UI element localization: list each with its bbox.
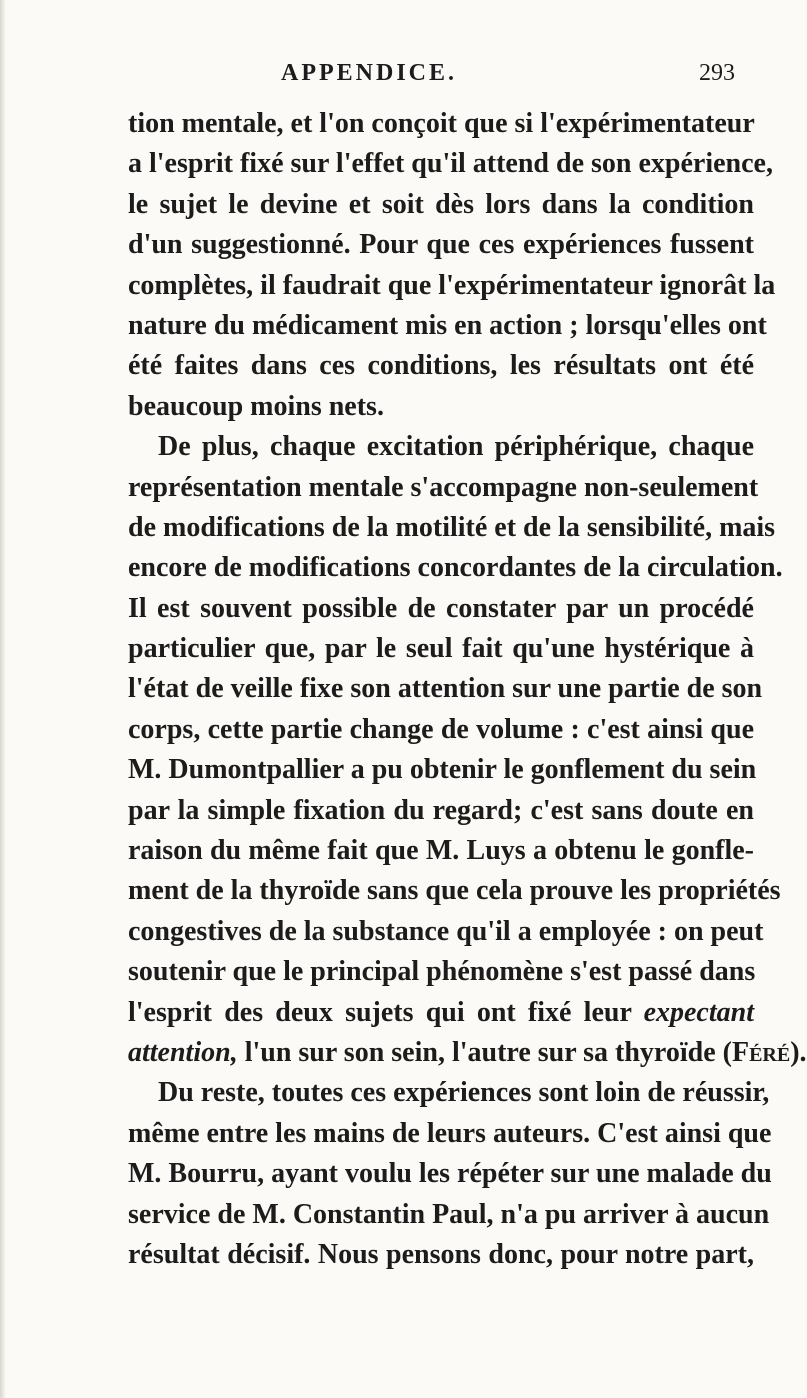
text-line: le sujet le devine et soit dès lors dans la condition (128, 188, 754, 220)
text-line: résultat décisif. Nous pensons donc, pour notre part, (128, 1238, 754, 1270)
page-number: 293 (699, 60, 735, 86)
text-line: de modifications de la motilité et de la sensibilité, mais (128, 511, 776, 543)
paragraph-start-line: Du reste, toutes ces expériences sont loin de réussir, (158, 1077, 770, 1109)
text-line: d'un suggestionné. Pour que ces expériences fussent (128, 229, 754, 261)
text-line: complètes, il faudrait que l'expérimentateur ignorât la (128, 269, 776, 301)
body-text (128, 104, 807, 1275)
text-line: raison du même fait que M. Luys a obtenu le gonfle- (128, 835, 754, 867)
text-segment: l'un sur son sein, l'autre sur sa thyroïde ( (237, 1036, 732, 1068)
running-header (0, 60, 800, 94)
text-line: représentation mentale s'accompagne non-seulement (128, 471, 759, 503)
text-line: l'état de veille fixe son attention sur une partie de son (128, 673, 763, 705)
text-line: soutenir que le principal phénomène s'est passé dans (128, 956, 756, 988)
text-line (128, 1033, 807, 1073)
text-line: été faites dans ces conditions, les résultats ont été (128, 350, 754, 382)
text-line: M. Dumontpallier a pu obtenir le gonflement du sein (128, 754, 757, 786)
text-line: M. Bourru, ayant voulu les répéter sur une malade du (128, 1158, 772, 1190)
page-binding-edge (0, 0, 6, 1398)
italic-phrase: expectant (643, 996, 754, 1028)
running-title: APPENDICE. (281, 60, 458, 86)
text-line: encore de modifications concordantes de la circulation. (128, 552, 783, 584)
text-segment: ). (790, 1036, 807, 1068)
text-line: particulier que, par le seul fait qu'une hystérique à (128, 633, 754, 665)
text-line: service de M. Constantin Paul, n'a pu arriver à aucun (128, 1198, 770, 1230)
paragraph-start-line: De plus, chaque excitation périphérique, chaque (158, 431, 754, 463)
text-line: corps, cette partie change de volume : c'est ainsi que (128, 713, 754, 745)
text-line: tion mentale, et l'on conçoit que si l'expérimentateur (128, 108, 755, 139)
text-line: nature du médicament mis en action ; lorsqu'elles ont (128, 309, 767, 341)
text-line: Il est souvent possible de constater par un procédé (128, 592, 754, 624)
text-line: a l'esprit fixé sur l'effet qu'il attend de son expérience, (128, 148, 773, 180)
italic-phrase: attention, (128, 1036, 238, 1068)
text-line: ment de la thyroïde sans que cela prouve les propriétés (128, 875, 781, 907)
text-line: par la simple fixation du regard; c'est sans doute en (128, 794, 754, 826)
text-line: même entre les mains de leurs auteurs. C'est ainsi que (128, 1117, 772, 1149)
text-line: congestives de la substance qu'il a employée : on peut (128, 915, 764, 947)
text-line (128, 993, 754, 1033)
author-reference: Féré (731, 1036, 791, 1068)
text-line: beaucoup moins nets. (128, 390, 384, 422)
text-segment: l'esprit des deux sujets qui ont fixé leur (128, 996, 644, 1028)
